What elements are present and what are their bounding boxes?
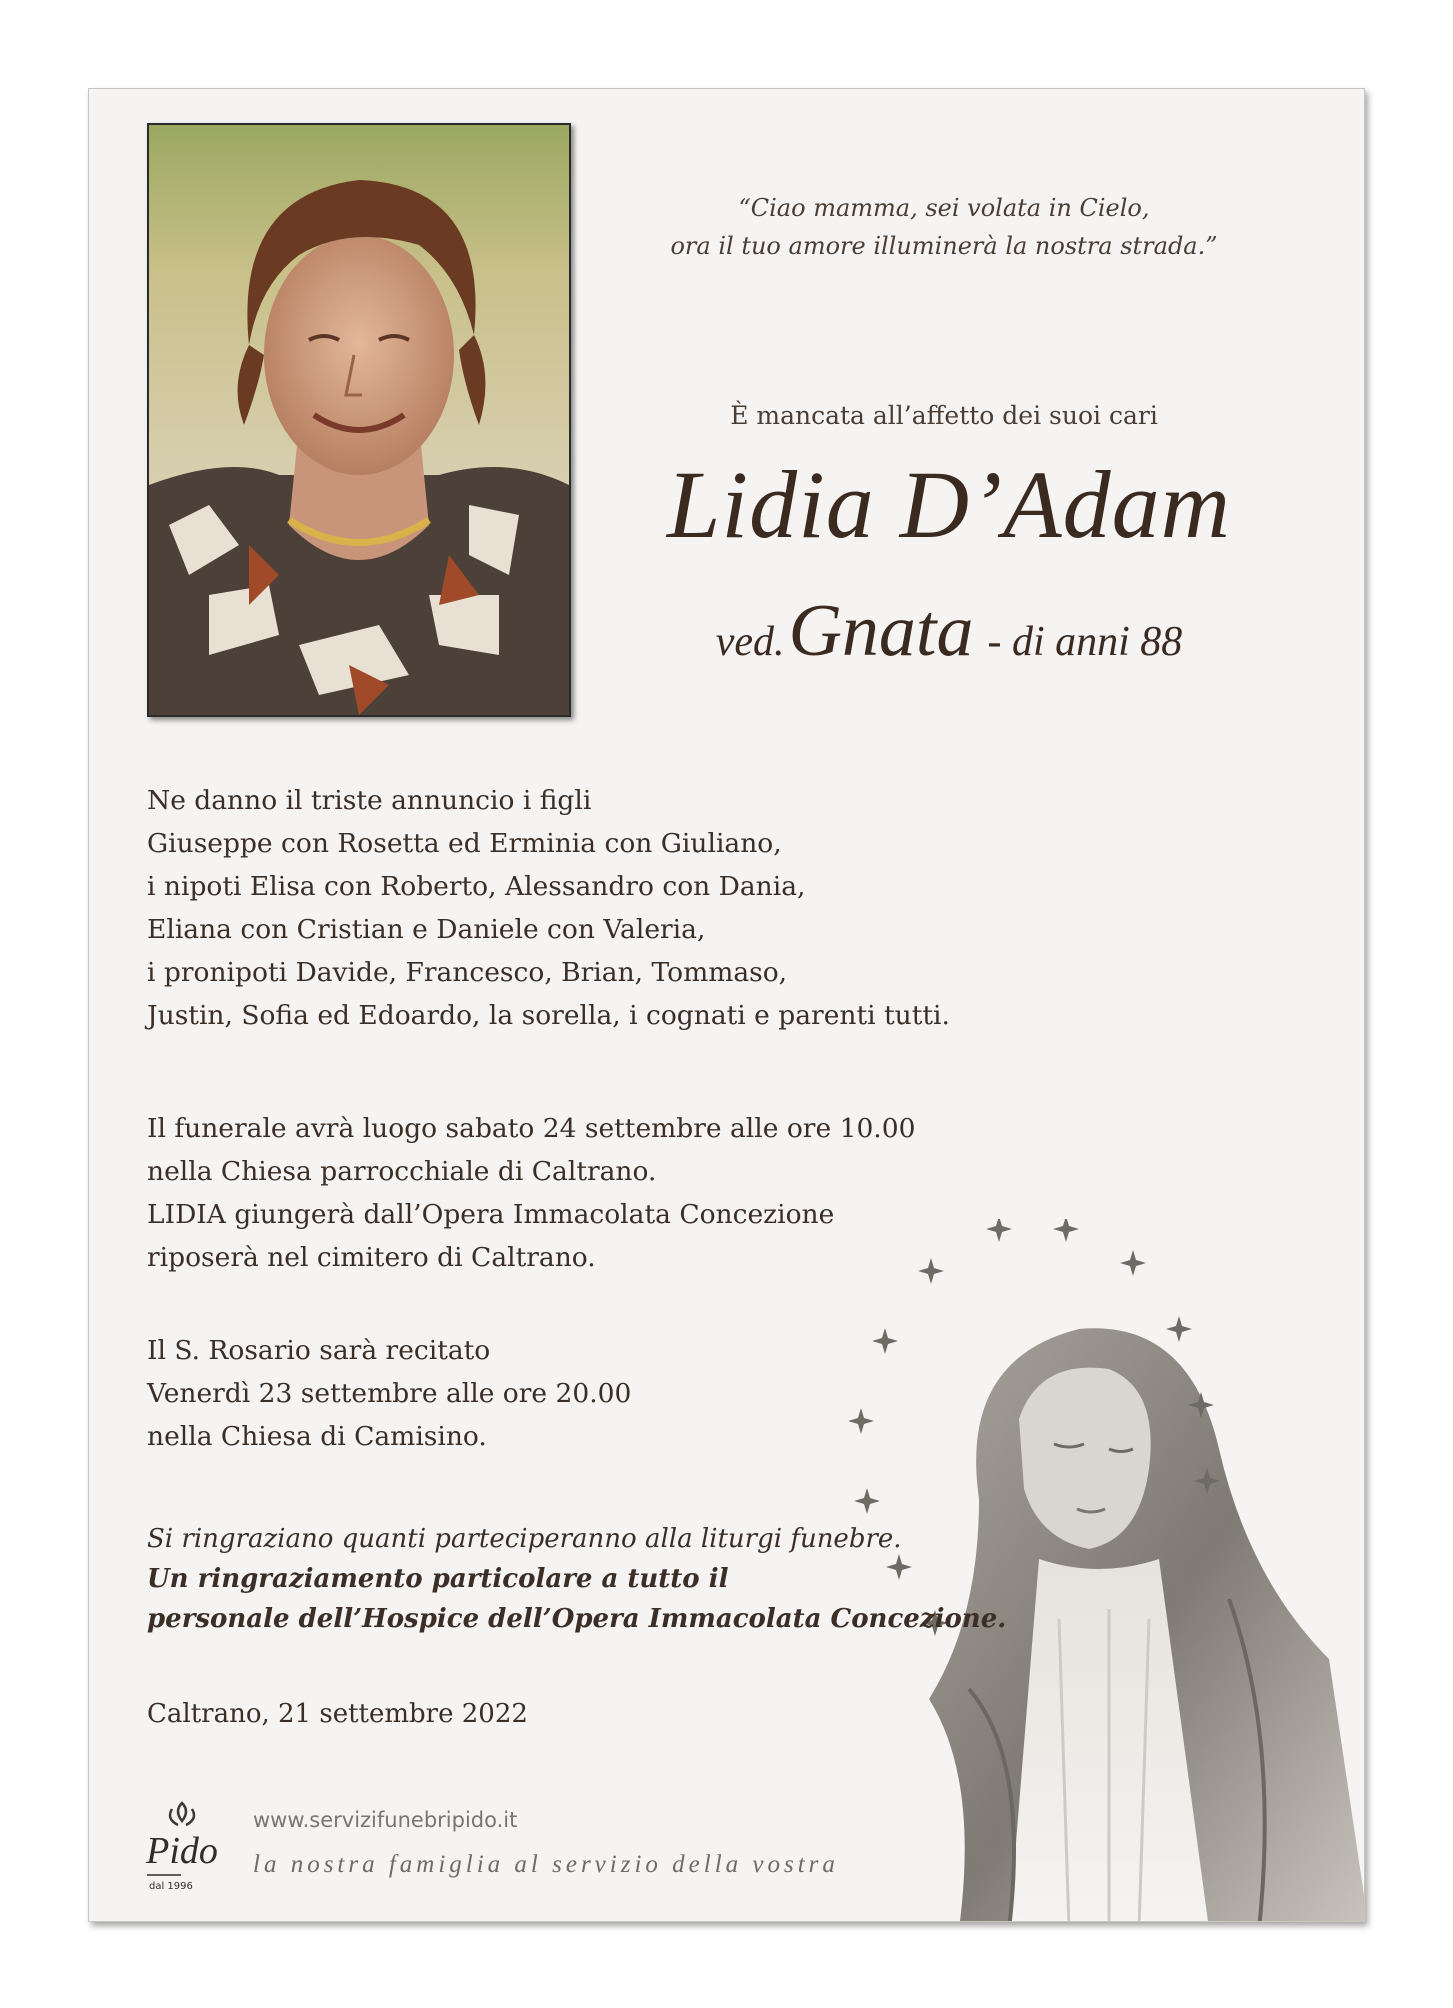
announcement-line: Eliana con Cristian e Daniele con Valeria, [147,914,706,945]
age-text: - di anni 88 [987,619,1183,665]
portrait-photo [147,123,571,717]
quote-line-1: “Ciao mamma, sei volata in Cielo, [738,194,1150,222]
funeral-line: riposerà nel cimitero di Caltrano. [147,1242,596,1273]
website-link[interactable]: www.servizifunebripido.it [253,1808,518,1832]
obituary-sheet [88,88,1365,1922]
quote-line-2: ora il tuo amore illuminerà la nostra strada.” [670,232,1218,260]
motto-text: la nostra famiglia al servizio della vostra [253,1851,839,1878]
rosary-line: nella Chiesa di Camisino. [147,1421,487,1452]
thanks-line-3: personale dell’Hospice dell’Opera Immacolata Concezione. [147,1604,1007,1634]
memorial-quote [619,189,1269,265]
funeral-line: Il funerale avrà luogo sabato 24 settembre alle ore 10.00 [147,1113,916,1144]
announcement-line: i nipoti Elisa con Roberto, Alessandro con Dania, [147,871,806,902]
rosary-line: Il S. Rosario sarà recitato [147,1335,491,1366]
widow-surname: Gnata [788,590,974,672]
announcement-line: Justin, Sofia ed Edoardo, la sorella, i cognati e parenti tutti. [147,1000,950,1031]
logo-name: Pido [146,1830,218,1872]
logo-since: dal 1996 [149,1881,193,1892]
announcement-paragraph [147,779,950,1037]
rosary-paragraph [147,1329,631,1458]
intro-text: È mancata all’affetto dei suoi cari [730,401,1158,430]
announcement-line: Giuseppe con Rosetta ed Erminia con Giuliano, [147,828,782,859]
widow-line [589,589,1309,674]
funeral-paragraph [147,1107,915,1279]
thanks-line-1: Si ringraziano quanti parteciperanno alla liturgi funebre. [147,1524,902,1554]
rosary-line: Venerdì 23 settembre alle ore 20.00 [147,1378,632,1409]
portrait-illustration [149,125,569,715]
widow-prefix: ved. [715,619,785,665]
funeral-line: LIDIA giungerà dall’Opera Immacolata Concezione [147,1199,835,1230]
date-place: Caltrano, 21 settembre 2022 [147,1699,528,1729]
pido-logo [127,1793,237,1903]
thanks-line-2: Un ringraziamento particolare a tutto il [147,1564,729,1594]
announcement-line: Ne danno il triste annuncio i figli [147,785,592,816]
announcement-line: i pronipoti Davide, Francesco, Brian, Tommaso, [147,957,788,988]
funeral-line: nella Chiesa parrocchiale di Caltrano. [147,1156,657,1187]
deceased-name: Lidia D’Adam [667,451,1231,558]
thanks-paragraph [147,1519,1006,1639]
